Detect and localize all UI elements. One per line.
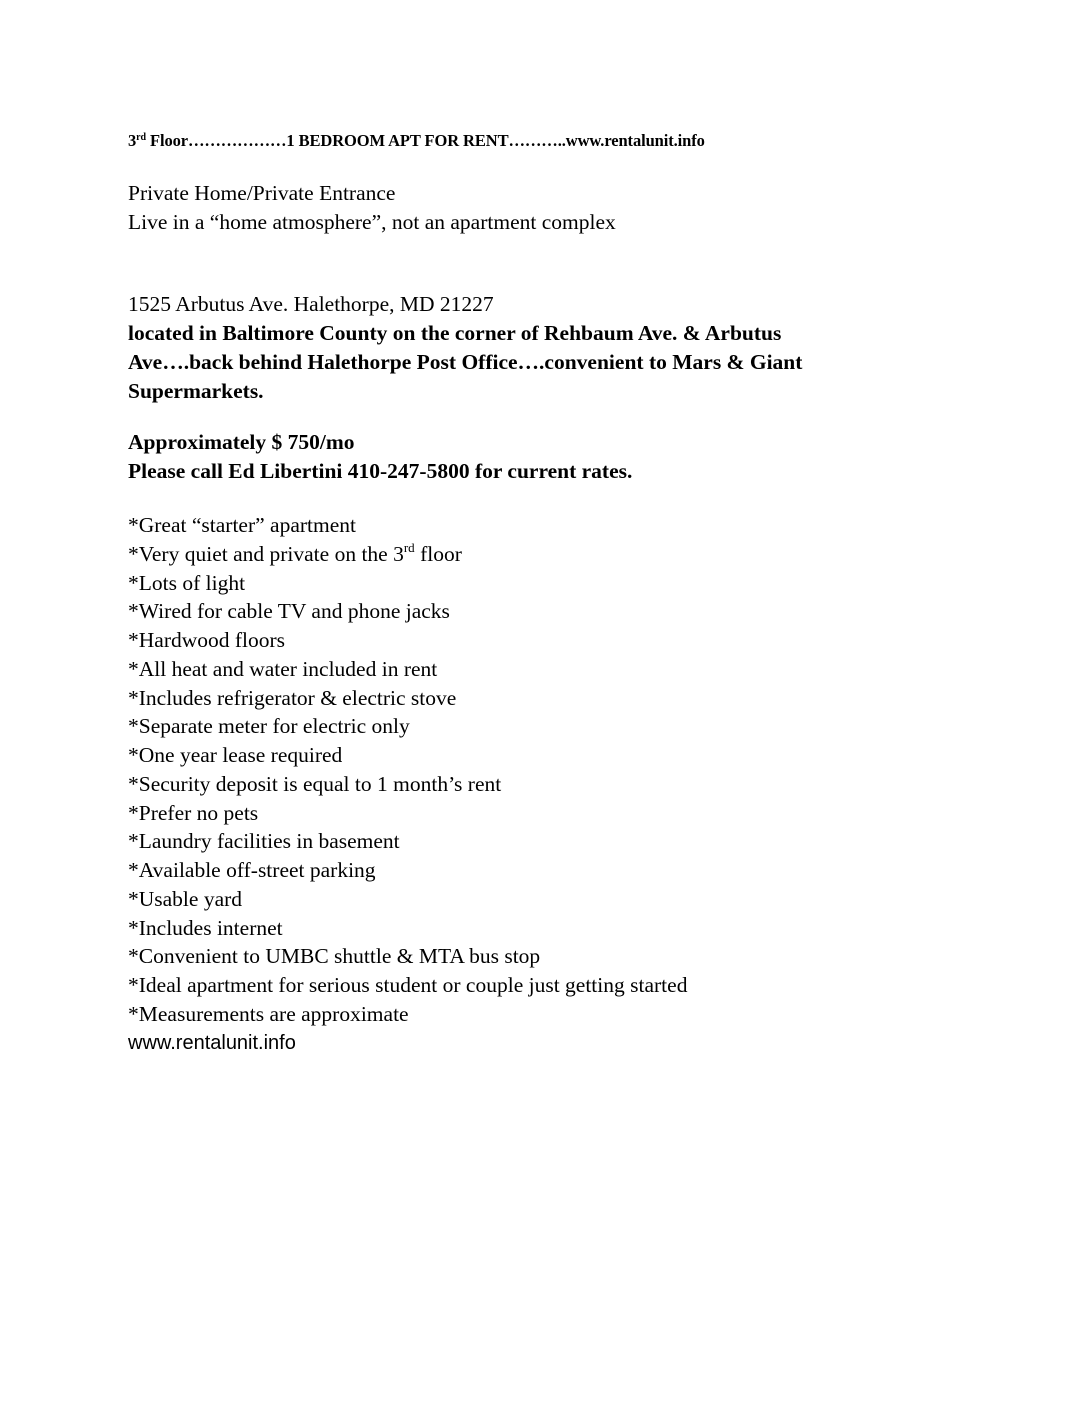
floor-ordinal-suffix: rd (136, 132, 146, 143)
address-section (128, 290, 802, 406)
ordinal-suffix: rd (403, 539, 415, 555)
feature-item: *One year lease required (128, 743, 343, 767)
feature-text: *Very quiet and private on the 3 (128, 541, 404, 566)
location-description-line: located in Baltimore County on the corner of Rehbaum Ave. & Arbutus (128, 321, 782, 345)
feature-item: *Convenient to UMBC shuttle & MTA bus stop (128, 944, 541, 969)
intro-private-entrance: Private Home/Private Entrance (128, 181, 396, 205)
feature-item (128, 540, 687, 569)
intro-home-atmosphere: Live in a “home atmosphere”, not an apartment complex (128, 210, 616, 234)
feature-item: *Hardwood floors (128, 628, 286, 652)
feature-item: *Usable yard (128, 886, 243, 911)
feature-item: *Prefer no pets (128, 800, 259, 825)
street-address: 1525 Arbutus Ave. Halethorpe, MD 21227 (128, 292, 494, 316)
floor-number: 3 (128, 131, 137, 150)
listing-title: 1 BEDROOM APT FOR RENT (286, 131, 509, 150)
footer-website-link[interactable]: www.rentalunit.info (128, 1031, 296, 1054)
rent-price: Approximately $ 750/mo (128, 430, 355, 454)
header-dots-leader: ……………… (187, 131, 287, 150)
header-dots-leader-2: ……….. (508, 131, 566, 150)
feature-item: *Measurements are approximate (128, 1001, 409, 1026)
feature-item: *Includes internet (128, 915, 283, 940)
feature-text: floor (414, 541, 462, 566)
feature-item: *Available off-street parking (128, 858, 376, 882)
location-description-line: Supermarkets. (128, 379, 264, 403)
feature-item: *All heat and water included in rent (128, 656, 438, 681)
feature-item: *Ideal apartment for serious student or couple just getting started (128, 973, 688, 997)
contact-info: Please call Ed Libertini 410-247-5800 for current rates. (128, 459, 633, 483)
feature-item: *Wired for cable TV and phone jacks (128, 599, 450, 624)
features-list (128, 511, 687, 1057)
listing-header (128, 130, 705, 152)
pricing-section (128, 428, 632, 486)
feature-item: *Lots of light (128, 570, 246, 595)
intro-section (128, 179, 616, 237)
feature-item: *Security deposit is equal to 1 month’s rent (128, 771, 502, 796)
location-description-line: Ave….back behind Halethorpe Post Office….convenient to Mars & Giant (128, 350, 803, 374)
feature-item: *Separate meter for electric only (128, 714, 410, 739)
header-website-link[interactable]: www.rentalunit.info (565, 131, 705, 150)
feature-item: *Great “starter” apartment (128, 513, 357, 537)
feature-item: *Includes refrigerator & electric stove (128, 685, 457, 710)
floor-label: Floor (145, 131, 188, 150)
feature-item: *Laundry facilities in basement (128, 829, 400, 854)
